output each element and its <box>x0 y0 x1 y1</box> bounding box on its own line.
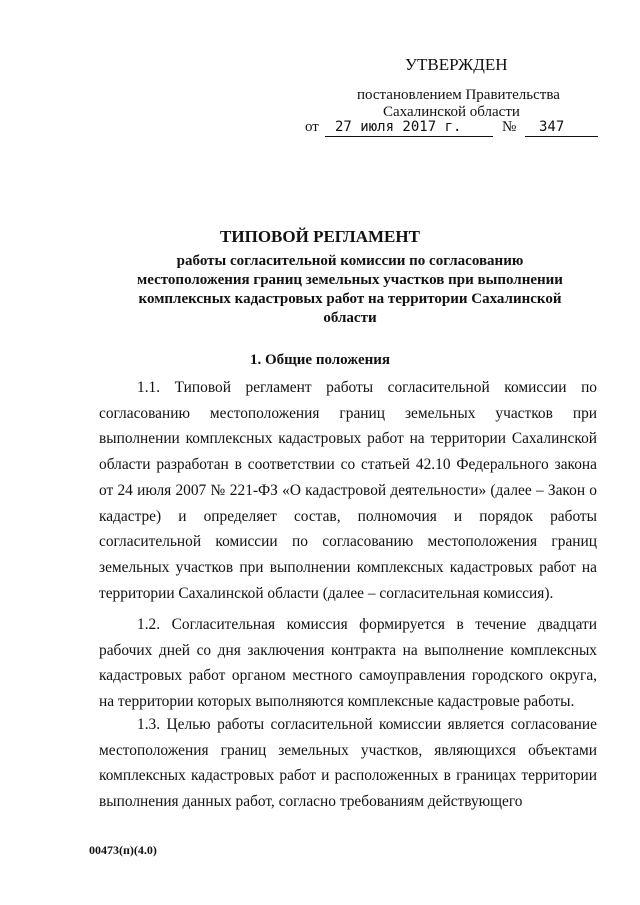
paragraph-1-1: 1.1. Типовой регламент работы согласительной комиссии по согласованию местоположения границ земельных участков при выполнении комплексных кадастровых работ на территории Сахалинской области разработан в соответствии со статьей 42.10 Федерального закона от 24 июля 2007 № 221-ФЗ «О кадастровой деятельности» (далее – Закон о кадастре) и определяет состав, полномочия и порядок работы согласительной комиссии по согласованию местоположения границ земельных участков при выполнении комплексных кадастровых работ на территории Сахалинской области (далее – согласительная комиссия). <box>99 379 597 602</box>
section-heading: 1. Общие положения <box>249 352 391 368</box>
paragraph-1-2: 1.2. Согласительная комиссия формируется в течение двадцати рабочих дней со дня заключения контракта на выполнение комплексных кадастровых работ органом местного самоуправления городского округа, на территории которых выполняются комплексные кадастровые работы. <box>99 616 597 711</box>
approved-by-line2: Сахалинской области <box>383 104 520 120</box>
document-title: ТИПОВОЙ РЕГЛАМЕНТ <box>220 227 420 246</box>
document-number: 347 <box>525 119 598 137</box>
date-number-line <box>305 119 565 136</box>
from-label: от <box>305 119 319 135</box>
footer-code: 00473(п)(4.0) <box>89 843 157 857</box>
number-label: № <box>502 119 517 135</box>
paragraph-1-3: 1.3. Целью работы согласительной комиссии является согласование местоположения границ земельных участков, являющихся объектами комплексных кадастровых работ и расположенных в границах территории выполнения данных работ, согласно требованиям действующего <box>99 716 597 811</box>
approved-by-line1: постановлением Правительства <box>357 87 560 103</box>
document-subtitle: работы согласительной комиссии по согласованию местоположения границ земельных участков при выполнении комплексных кадастровых работ на территории Сахалинской области <box>137 253 563 326</box>
document-date: 27 июля 2017 г. <box>325 119 493 137</box>
approved-stamp: УТВЕРЖДЕН <box>405 55 508 74</box>
